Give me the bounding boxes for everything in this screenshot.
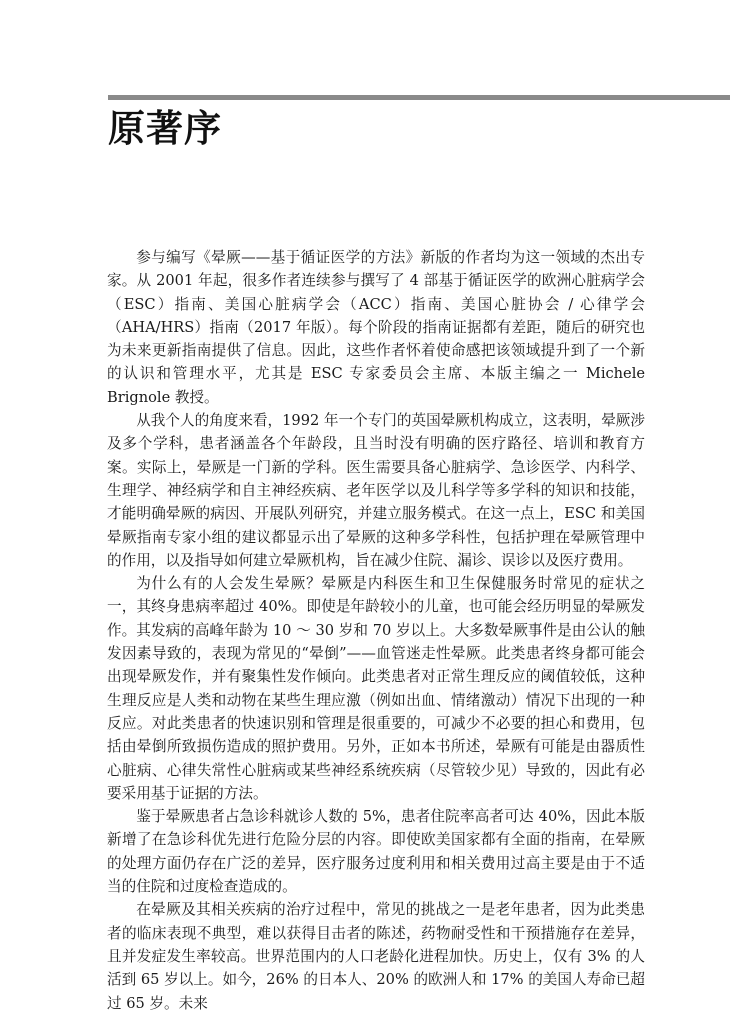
body-text	[107, 246, 645, 1015]
page-title: 原著序	[108, 106, 222, 150]
paragraph: 在晕厥及其相关疾病的治疗过程中，常见的挑战之一是老年患者，因为此类患者的临床表现不典型，难以获得目击者的陈述，药物耐受性和干预措施存在差异，且并发症发生率较高。世界范围内的人口老龄化进程加快。历史上，仅有 3% 的人活到 65 岁以上。如今，26% 的日本人、20% 的欧洲人和 17% 的美国人寿命已超过 65 岁。未来	[107, 901, 645, 1012]
paragraph: 为什么有的人会发生晕厥？晕厥是内科医生和卫生保健服务时常见的症状之一，其终身患病率超过 40%。即使是年龄较小的儿童，也可能会经历明显的晕厥发作。其发病的高峰年龄为 10 ～ 30 岁和 70 岁以上。大多数晕厥事件是由公认的触发因素导致的，表现为常见的“晕倒”——血管迷走性晕厥。此类患者终身都可能会出现晕厥发作，并有聚集性发作倾向。此类患者对正常生理反应的阈值较低，这种生理反应是人类和动物在某些生理应激（例如出血、情绪激动）情况下出现的一种反应。对此类患者的快速识别和管理是很重要的，可减少不必要的担心和费用，包括由晕倒所致损伤造成的照护费用。另外，正如本书所述，晕厥有可能是由器质性心脏病、心律失常性心脏病或某些神经系统疾病（尽管较少见）导致的，因此有必要采用基于证据的方法。	[107, 575, 645, 802]
header-rule	[108, 95, 730, 100]
paragraph: 从我个人的角度来看，1992 年一个专门的英国晕厥机构成立，这表明，晕厥涉及多个学科，患者涵盖各个年龄段，且当时没有明确的医疗路径、培训和教育方案。实际上，晕厥是一门新的学科。医生需要具备心脏病学、急诊医学、内科学、生理学、神经病学和自主神经疾病、老年医学以及儿科学等多学科的知识和技能，才能明确晕厥的病因、开展队列研究，并建立服务模式。在这一点上，ESC 和美国晕厥指南专家小组的建议都显示出了晕厥的这种多学科性，包括护理在晕厥管理中的作用，以及指导如何建立晕厥机构，旨在减少住院、漏诊、误诊以及医疗费用。	[107, 412, 645, 569]
paragraph: 参与编写《晕厥——基于循证医学的方法》新版的作者均为这一领域的杰出专家。从 2001 年起，很多作者连续参与撰写了 4 部基于循证医学的欧洲心脏病学会（ESC）指南、美国心脏病学会（ACC）指南、美国心脏协会 / 心律学会（AHA/HRS）指南（2017 年版）。每个阶段的指南证据都有差距，随后的研究也为未来更新指南提供了信息。因此，这些作者怀着使命感把该领域提升到了一个新的认识和管理水平，尤其是 ESC 专家委员会主席、本版主编之一 Michele Brignole 教授。	[107, 249, 645, 406]
paragraph: 鉴于晕厥患者占急诊科就诊人数的 5%，患者住院率高者可达 40%，因此本版新增了在急诊科优先进行危险分层的内容。即使欧美国家都有全面的指南，在晕厥的处理方面仍存在广泛的差异，医疗服务过度利用和相关费用过高主要是由于不适当的住院和过度检查造成的。	[107, 808, 645, 896]
